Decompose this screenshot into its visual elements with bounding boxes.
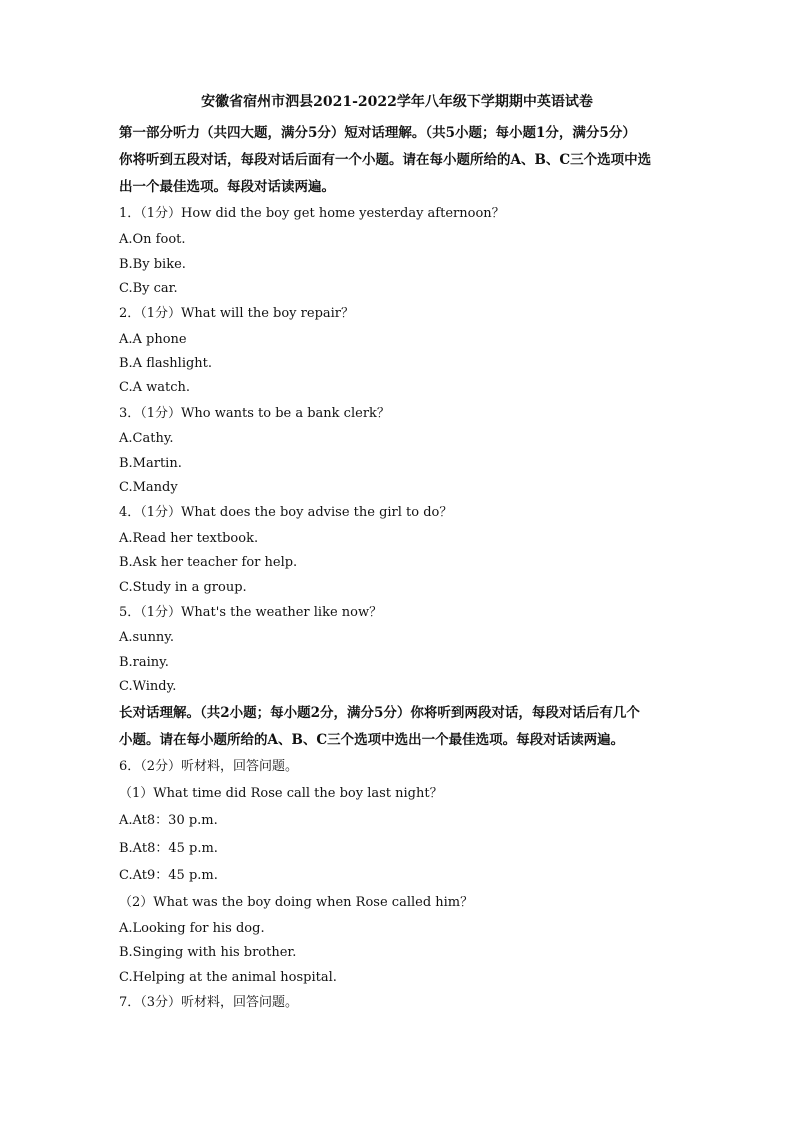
question-1-option-c: C.By car.	[119, 281, 178, 296]
question-5-option-c: C.Windy.	[119, 679, 177, 694]
section2-instruction: 小题。请在每小题所给的A、B、C三个选项中选出一个最佳选项。每段对话读两遍。	[119, 732, 625, 748]
question-6-sub2-stem: （2）What was the boy doing when Rose called him？	[119, 895, 474, 910]
section1-instruction: 你将听到五段对话，每段对话后面有一个小题。请在每小题所给的A、B、C三个选项中选	[119, 152, 652, 168]
question-3-option-a: A.Cathy.	[119, 431, 174, 446]
question-5-option-a: A.sunny.	[119, 630, 175, 645]
section1-heading: 第一部分听力（共四大题，满分5分）短对话理解。（共5小题；每小题1分，满分5分）	[119, 125, 636, 141]
question-1-option-a: A.On foot.	[119, 232, 186, 247]
question-6-sub2-option-a: A.Looking for his dog.	[119, 921, 265, 936]
question-6-sub2-option-c: C.Helping at the animal hospital.	[119, 970, 337, 985]
question-6-sub1-option-c: C.At9：45 p.m.	[119, 868, 218, 883]
question-7-stem: 7．（3分）听材料，回答问题。	[119, 995, 299, 1010]
question-6-sub2-option-b: B.Singing with his brother.	[119, 945, 297, 960]
question-1-option-b: B.By bike.	[119, 257, 186, 272]
question-2-stem: 2．（1分）What will the boy repair？	[119, 306, 355, 321]
question-6-sub1-option-a: A.At8：30 p.m.	[119, 813, 218, 828]
question-2-option-b: B.A flashlight.	[119, 356, 213, 371]
question-5-option-b: B.rainy.	[119, 655, 169, 670]
section1-instruction: 出一个最佳选项。每段对话读两遍。	[119, 179, 335, 195]
question-4-stem: 4．（1分）What does the boy advise the girl to do？	[119, 505, 453, 520]
question-1-stem: 1．（1分）How did the boy get home yesterday afternoon？	[119, 206, 505, 221]
question-3-option-b: B.Martin.	[119, 456, 182, 471]
question-2-option-a: A.A phone	[119, 332, 187, 347]
question-4-option-a: A.Read her textbook.	[119, 531, 259, 546]
question-2-option-c: C.A watch.	[119, 380, 191, 395]
section2-heading: 长对话理解。（共2小题；每小题2分，满分5分）你将听到两段对话，每段对话后有几个	[119, 705, 640, 721]
question-3-option-c: C.Mandy	[119, 480, 178, 495]
question-6-stem: 6．（2分）听材料，回答问题。	[119, 759, 299, 774]
question-6-sub1-stem: （1）What time did Rose call the boy last night？	[119, 786, 443, 801]
question-4-option-c: C.Study in a group.	[119, 580, 247, 595]
question-4-option-b: B.Ask her teacher for help.	[119, 555, 298, 570]
question-6-sub1-option-b: B.At8：45 p.m.	[119, 841, 218, 856]
question-3-stem: 3．（1分）Who wants to be a bank clerk？	[119, 406, 390, 421]
exam-title: 安徽省宿州市泗县2021-2022学年八年级下学期期中英语试卷	[201, 94, 593, 110]
question-5-stem: 5．（1分）What's the weather like now？	[119, 605, 383, 620]
